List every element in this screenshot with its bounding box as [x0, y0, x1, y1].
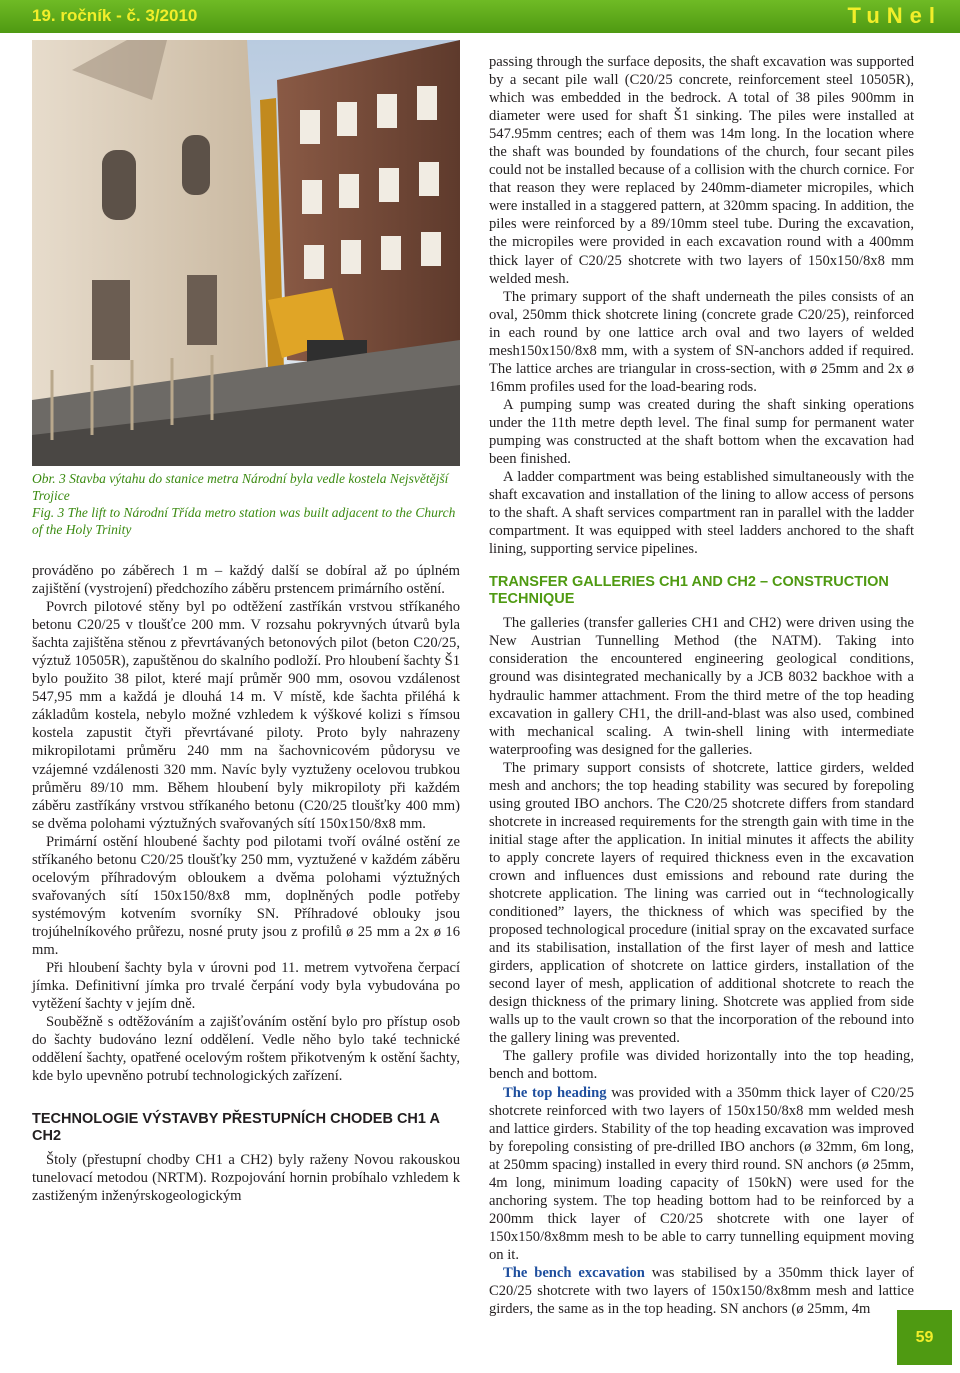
en-paragraph: A ladder compartment was being established simultaneously with the shaft excavation and installation of the lining to allow access of persons to the shaft. A shaft services compartment ran in parallel with the ladder compartment. It was equipped with steel ladders anchored to the shaft lining, supporting service pipelines.	[489, 469, 914, 558]
cz-section-heading: TECHNOLOGIE VÝSTAVBY PŘESTUPNÍCH CHODEB CH1 A CH2	[32, 1111, 440, 1145]
en-paragraph	[489, 1264, 914, 1318]
czech-column	[32, 562, 460, 1206]
issue-label: 19. ročník - č. 3/2010	[32, 6, 198, 25]
top-heading-subheading: The top heading	[503, 1084, 607, 1101]
church-shaft-photo	[32, 40, 460, 466]
en-paragraph: The gallery profile was divided horizontally into the top heading, bench and bottom.	[489, 1048, 914, 1083]
cz-paragraph: prováděno po záběrech 1 m – každý další se dobíral až po úplném zajištění (vystrojení) předchozího záběru prstencem primárního ostění.	[32, 563, 460, 598]
page-number: 59	[897, 1310, 952, 1365]
caption-en: Fig. 3 The lift to Národní Třída metro station was built adjacent to the Church of the Holy Trinity	[32, 505, 456, 537]
bench-text: was stabilised by a 350mm thick layer of C20/25 shotcrete with two layers of 150x150/8x8mm mesh and lattice girders, the same as in the top heading. SN anchors (ø 25mm, 4m	[489, 1265, 914, 1318]
en-paragraph: The primary support of the shaft underneath the piles consists of an oval, 250mm thick shotcrete lining (concrete grade C20/25), reinforced in each round by one lattice arch oval and two layers of welded mesh150x150/8x8 mm, with a system of SN-anchors added if required. The lattice arches are triangular in cross-section, with ø 25mm and 2x ø 16mm profiles used for the load-bearing rods.	[489, 288, 914, 395]
cz-paragraph: Při hloubení šachty byla v úrovni pod 11. metrem vytvořena čerpací jímka. Definitivní jímka pro trvalé čerpání vody byla vybudována po vytěžení šachty v jejím dně.	[32, 960, 460, 1013]
en-section-heading: TRANSFER GALLERIES CH1 AND CH2 – CONSTRUCTION TECHNIQUE	[489, 574, 889, 608]
cz-paragraph: Povrch pilotové stěny byl po odtěžení zastříkán vrstvou stříkaného betonu C20/25 v tloušťce 200 mm. V rozsahu pokryvných útvarů byla šachta zajištěna stěnou z převrtávaných betonových pilot (beton C20/25, výztuž 10505R), zapuštěnou do skalního podloží. Pro hloubení šachty Š1 bylo použito 38 pilot, které mají průměr 900 mm, osovou vzdálenost 547,95 mm a každá je dlouhá 14 m. V místě, kde šachta přiléhá k základům kostela, nebylo možné vzhledem k výškové kolizi s římsou kostela zapustit čtyři převrtávané piloty. Proto byly nahrazeny mikropilotami průměru 240 mm na šachovnicovém půdorysu ve vzájemné vzdálenosti 320 mm. Navíc byly vyztuženy ocelovou trubkou průměru 89/10 mm. Během hloubení byly mikropiloty při každém záběru zastříkány vrstvou stříkaného betonu (C20/25 tloušťky 400 mm) se dvěma polohami výztužných svařovaných sítí 150x150/8x8 mm.	[32, 599, 460, 832]
english-column	[489, 53, 914, 1318]
header-bar	[0, 0, 960, 33]
en-paragraph: passing through the surface deposits, the shaft excavation was supported by a secant pile wall (C20/25 concrete, reinforcement steel 10505R), which was embedded in the bedrock. A total of 38 piles 900mm in diameter were used for shaft Š1 sinking. The piles were installed at 547.95mm centres; each of them was 14m long. In the location where the shaft was bounded by foundations of the church, four secant piles could not be installed because of a collision with the church cornice. For that reason they were replaced by 240mm-diameter micropiles, which were installed in a staggered pattern, at 320mm spacing. In addition, the piles were reinforced by a 89/10mm steel tube. During the excavation, the micropiles were provided in each excavation round with a 400mm thick layer of C20/25 shotcrete with two layers of 150x150/8x8 mm welded mesh.	[489, 54, 914, 287]
photo-illustration	[32, 40, 460, 466]
cz-paragraph: Souběžně s odtěžováním a zajišťováním ostění bylo pro přístup osob do šachty budováno lezní oddělení. Vedle něho bylo také technické oddělení šachty, opatřené ocelovým roštem přikotveným k ostění šachty, kde bylo upevněno potrubí technologických zařízení.	[32, 1014, 460, 1085]
cz-paragraph: Štoly (přestupní chodby CH1 a CH2) byly raženy Novou rakouskou tunelovací metodou (NRTM). Rozpojování hornin probíhalo vzhledem k zastiženým inženýrskogeologickým	[32, 1152, 460, 1205]
tunel-logo: TuNel	[847, 3, 942, 28]
cz-paragraph: Primární ostění hloubené šachty pod pilotami tvoří oválné ostění ze stříkaného betonu C20/25 tloušťky 250 mm, vyztužené v každém záběru ocelovým příhradovým obloukem a dvěma polohami výztužných svařovaných sítí 150x150/8x8 mm, doplněných podle potřeby systémovým kotvením svorníky SN. Příhradové oblouky jsou trojúhelníkového průřezu, nosné pruty jsou z profilů ø 25 mm a 2x ø 16 mm.	[32, 833, 460, 958]
caption-cz: Obr. 3 Stavba výtahu do stanice metra Národní byla vedle kostela Nejsvětější Trojice	[32, 471, 449, 503]
bench-subheading: The bench excavation	[503, 1265, 645, 1281]
top-heading-text: was provided with a 350mm thick layer of C20/25 shotcrete reinforced with two layers of 150x150/8x8 mm welded mesh and lattice girders. Stability of the top heading excavation was improved by forepoling consisting of pre-drilled IBO anchors (ø 32mm, 6m long, at 250mm spacing) installed in every third round. SN anchors (ø 25mm, 4m long, minimum loading capacity of 150kN) were used for the anchoring system. The top heading bottom had to be reinforced by a 200mm thick layer of C20/25 shotcrete with one layer of 150x150/8x8mm mesh to be able to carry tunnelling equipment moving on it.	[489, 1084, 915, 1263]
figure-caption	[32, 470, 460, 538]
en-paragraph: The primary support consists of shotcrete, lattice girders, welded mesh and anchors; the top heading stability was secured by forepoling using grouted IBO anchors. The C20/25 shotcrete differs from standard shotcrete in increased requirements for the strength gain with time in the initial stage after the application. In initial minutes it affects the ability to apply concrete layers of required thickness even in the excavation crown and influences dust emissions and rebound rate during the shotcrete application. The lining was carried out in “technologically conditioned” layers, the thickness of which was specified by the proposed technological procedure (initial spray on the excavated surface and its stabilisation, installation of the first layer of mesh and lattice girders, application of shotcrete on lattice girders, installation of the second layer of mesh, application of additional shotcrete to reach the design thickness of the primary lining. Shotcrete was applied from side walls up to the vault crown so that the incorporation of the rebound into the gallery lining was prevented.	[489, 759, 914, 1047]
en-paragraph: A pumping sump was created during the shaft sinking operations under the 11th metre depth level. The final sump for permanent water pumping was constructed at the shaft bottom when the excavation had been finished.	[489, 396, 914, 468]
en-paragraph	[489, 1084, 914, 1264]
en-paragraph: The galleries (transfer galleries CH1 and CH2) were driven using the New Austrian Tunnelling Method (the NATM). Taking into consideration the encountered engineering geological conditions, ground was disintegrated mechanically by a JCB 8032 backhoe with a hydraulic hammer attachment. From the third metre of the top heading excavation in gallery CH1, the drill-and-blast was also used, combined with mechanical scaling. A twin-shell lining with intermediate waterproofing was designed for the galleries.	[489, 615, 914, 758]
